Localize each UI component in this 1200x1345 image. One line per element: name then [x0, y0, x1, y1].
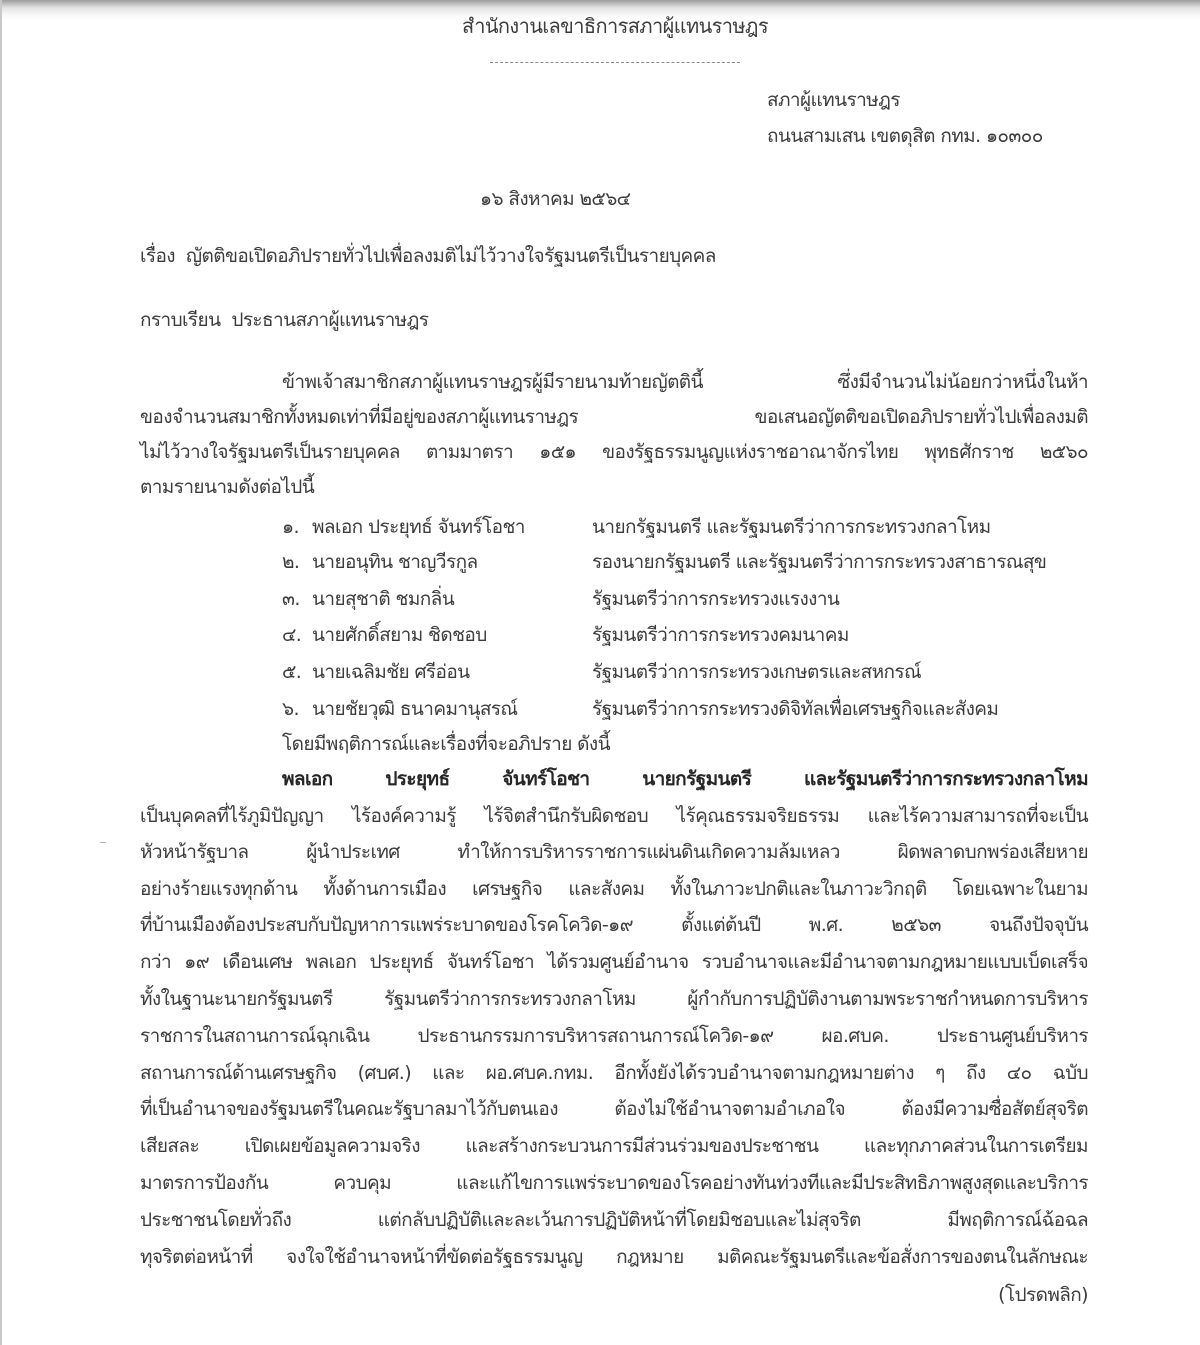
paragraph-line: อย่างร้ายแรงทุกด้าน ทั้งด้านการเมือง เศรษฐกิจ และสังคม ทั้งในภาวะปกติและในภาวะวิกฤติ โดยเฉพาะในยาม	[140, 878, 1088, 900]
page-left-edge	[0, 0, 2, 1345]
please-turn-over: (โปรดพลิก)	[998, 1284, 1088, 1306]
intro-paragraph-line: ไม่ไว้วางใจรัฐมนตรีเป็นรายบุคคล ตามมาตรา ๑๕๑ ของรัฐธรรมนูญแห่งราชอาณาจักรไทย พุทธศักราช ๒๕๖๐	[140, 441, 1088, 463]
salutation-label: กราบเรียน	[140, 309, 221, 331]
paragraph-line: สถานการณ์ด้านเศรษฐกิจ (ศบศ.) และ ผอ.ศบค.กทม. อีกทั้งยังได้รวบอำนาจตามกฎหมายต่าง ๆ ถึง ๔๐ ฉบับ	[140, 1062, 1088, 1084]
subject-line	[140, 244, 716, 268]
list-number: ๓.	[282, 588, 300, 610]
paragraph-line: กว่า ๑๙ เดือนเศษ พลเอก ประยุทธ์ จันทร์โอชา ได้รวมศูนย์อำนาจ รวบอำนาจและมีอำนาจตามกฎหมายแบบเบ็ดเสร็จ	[140, 951, 1088, 973]
paragraph-line: หัวหน้ารัฐบาล ผู้นำประเทศ ทำให้การบริหารราชการแผ่นดินเกิดความล้มเหลว ผิดพลาดบกพร่องเสียหาย	[140, 841, 1088, 863]
list-number: ๕.	[282, 661, 302, 683]
subject-text: ญัตติขอเปิดอภิปรายทั่วไปเพื่อลงมติไม่ไว้วางใจรัฐมนตรีเป็นรายบุคคล	[185, 245, 716, 267]
paragraph-line: ราชการในสถานการณ์ฉุกเฉิน ประธานกรรมการบริหารสถานการณ์โควิด-๑๙ ผอ.ศบค. ประธานศูนย์บริหาร	[140, 1025, 1088, 1047]
paragraph-line: ทั้งในฐานะนายกรัฐมนตรี รัฐมนตรีว่าการกระทรวงกลาโหม ผู้กำกับการปฏิบัติงานตามพระราชกำหนดการบริหาร	[140, 988, 1088, 1010]
list-number: ๔.	[282, 624, 302, 646]
minister-position: รัฐมนตรีว่าการกระทรวงแรงงาน	[592, 588, 840, 610]
paragraph-line: ที่บ้านเมืองต้องประสบกับปัญหาการแพร่ระบาดของโรคโควิด-๑๙ ตั้งแต่ต้นปี พ.ศ. ๒๕๖๓ จนถึงปัจจุบัน	[140, 914, 1088, 936]
minister-position: รัฐมนตรีว่าการกระทรวงคมนาคม	[592, 624, 849, 646]
minister-name: นายอนุทิน ชาญวีรกูล	[312, 551, 478, 573]
letterhead-divider	[490, 62, 740, 63]
salutation-line	[140, 308, 428, 332]
intro-paragraph-line: ข้าพเจ้าสมาชิกสภาผู้แทนราษฎรผู้มีรายนามท้ายญัตตินี้ ซึ่งมีจำนวนไม่น้อยกว่าหนึ่งในห้า	[282, 371, 1088, 393]
minister-position: นายกรัฐมนตรี และรัฐมนตรีว่าการกระทรวงกลาโหม	[592, 516, 991, 538]
paragraph-line: มาตรการป้องกัน ควบคุม และแก้ไขการแพร่ระบาดของโรคอย่างทันท่วงทีและมีประสิทธิภาพสูงสุดและบริการ	[140, 1172, 1088, 1194]
document-date: ๑๖ สิงหาคม ๒๕๖๔	[480, 188, 631, 210]
minister-position: รัฐมนตรีว่าการกระทรวงเกษตรและสหกรณ์	[592, 661, 922, 683]
minister-position: รัฐมนตรีว่าการกระทรวงดิจิทัลเพื่อเศรษฐกิจและสังคม	[592, 698, 999, 720]
minister-name: นายชัยวุฒิ ธนาคมานุสรณ์	[312, 698, 518, 720]
address-line-2: ถนนสามเสน เขตดุสิต กทม. ๑๐๓๐๐	[767, 125, 1043, 147]
accusation-heading: พลเอก ประยุทธ์ จันทร์โอชา นายกรัฐมนตรี และรัฐมนตรีว่าการกระทรวงกลาโหม	[282, 768, 1088, 790]
paragraph-line: ที่เป็นอำนาจของรัฐมนตรีในคณะรัฐบาลมาไว้กับตนเอง ต้องไม่ใช้อำนาจตามอำเภอใจ ต้องมีความซื่อสัตย์สุจริต	[140, 1098, 1088, 1120]
scan-artifact	[100, 842, 106, 843]
subject-label: เรื่อง	[140, 245, 175, 267]
minister-name: พลเอก ประยุทธ์ จันทร์โอชา	[312, 516, 525, 538]
list-number: ๒.	[282, 551, 300, 573]
minister-name: นายสุชาติ ชมกลิ่น	[312, 588, 455, 610]
list-number: ๑.	[282, 516, 299, 538]
address-line-1: สภาผู้แทนราษฎร	[767, 89, 900, 111]
minister-name: นายศักดิ์สยาม ชิดชอบ	[312, 624, 487, 646]
intro-paragraph-line: ของจำนวนสมาชิกทั้งหมดเท่าที่มีอยู่ของสภาผู้แทนราษฎร ขอเสนอญัตติขอเปิดอภิปรายทั่วไปเพื่อลงมติ	[140, 406, 1088, 428]
agency-title: สำนักงานเลขาธิการสภาผู้แทนราษฎร	[462, 14, 768, 38]
intro-paragraph-line: ตามรายนามดังต่อไปนี้	[140, 476, 315, 498]
paragraph-line: ทุจริตต่อหน้าที่ จงใจใช้อำนาจหน้าที่ขัดต่อรัฐธรรมนูญ กฎหมาย มติคณะรัฐมนตรีและข้อสั่งการของตนในลักษณะ	[140, 1246, 1088, 1268]
list-closing: โดยมีพฤติการณ์และเรื่องที่จะอภิปราย ดังนี้	[282, 733, 610, 755]
minister-name: นายเฉลิมชัย ศรีอ่อน	[312, 661, 470, 683]
paragraph-line: เสียสละ เปิดเผยข้อมูลความจริง และสร้างกระบวนการมีส่วนร่วมของประชาชน และทุกภาคส่วนในการเตรียม	[140, 1135, 1088, 1157]
list-number: ๖.	[282, 698, 299, 720]
minister-position: รองนายกรัฐมนตรี และรัฐมนตรีว่าการกระทรวงสาธารณสุข	[592, 551, 1047, 573]
paragraph-line: ประชาชนโดยทั่วถึง แต่กลับปฏิบัติและละเว้นการปฏิบัติหน้าที่โดยมิชอบและไม่สุจริต มีพฤติการณ์ฉ้อฉล	[140, 1209, 1088, 1231]
paragraph-line: เป็นบุคคลที่ไร้ภูมิปัญญา ไร้องค์ความรู้ ไร้จิตสำนึกรับผิดชอบ ไร้คุณธรรมจริยธรรม และไร้ความสามารถที่จะเป็น	[140, 805, 1088, 827]
salutation-text: ประธานสภาผู้แทนราษฎร	[231, 309, 429, 331]
